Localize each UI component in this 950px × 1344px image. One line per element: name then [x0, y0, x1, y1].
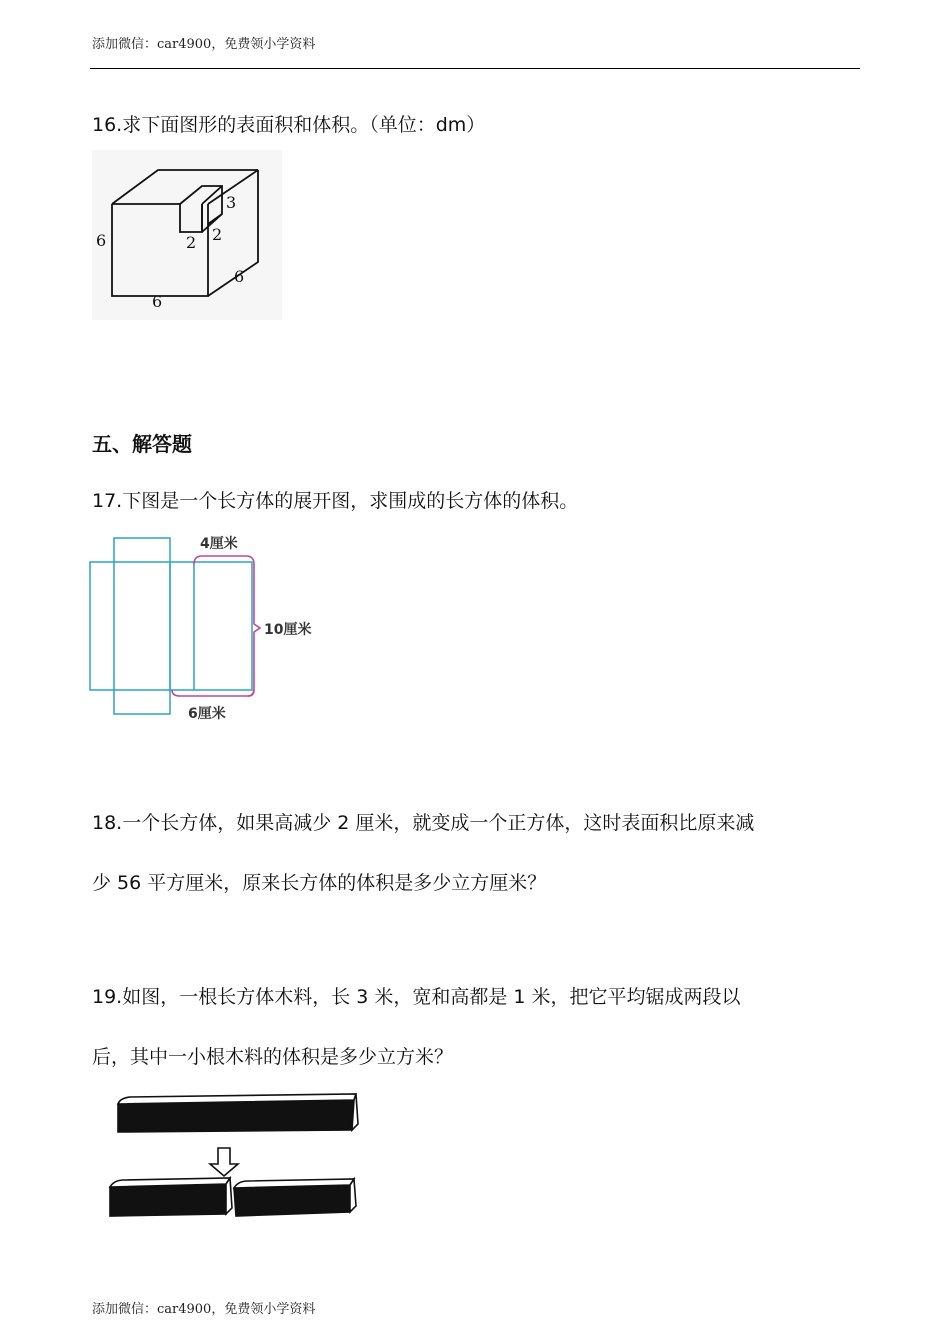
page-footer: 添加微信：car4900，免费领小学资料 — [92, 1302, 316, 1317]
q16-label-width: 6 — [152, 292, 163, 311]
question-19-line-1: 19.如图，一根长方体木料，长 3 米，宽和高都是 1 米，把它平均锯成两段以 — [92, 986, 741, 1008]
q17-label-top: 4厘米 — [200, 536, 238, 552]
q16-label-cut-a: 2 — [186, 233, 197, 252]
q17-label-bottom: 6厘米 — [188, 706, 226, 722]
question-17-text: 17.下图是一个长方体的展开图，求围成的长方体的体积。 — [92, 490, 579, 512]
down-arrow-icon — [210, 1148, 238, 1176]
question-19-line-2: 后，其中一小根木料的体积是多少立方米？ — [92, 1046, 454, 1068]
q16-cube-figure — [92, 150, 282, 340]
header-rule — [90, 68, 860, 69]
section-5-title: 五、解答题 — [92, 432, 192, 456]
question-16-text: 16.求下面图形的表面积和体积。（单位：dm） — [92, 114, 486, 136]
q17-label-right: 10厘米 — [264, 622, 312, 638]
q19-wood-figure — [106, 1092, 366, 1222]
q16-label-cut-c: 3 — [226, 193, 237, 212]
q17-net-figure — [88, 530, 348, 730]
question-18-line-2: 少 56 平方厘米，原来长方体的体积是多少立方厘米？ — [92, 872, 547, 894]
page-header: 添加微信：car4900，免费领小学资料 — [92, 37, 316, 52]
q16-label-cut-b: 2 — [212, 225, 223, 244]
question-18-line-1: 18.一个长方体，如果高减少 2 厘米，就变成一个正方体，这时表面积比原来减 — [92, 812, 755, 834]
q16-label-depth: 6 — [234, 267, 245, 286]
q16-label-height: 6 — [96, 231, 107, 250]
